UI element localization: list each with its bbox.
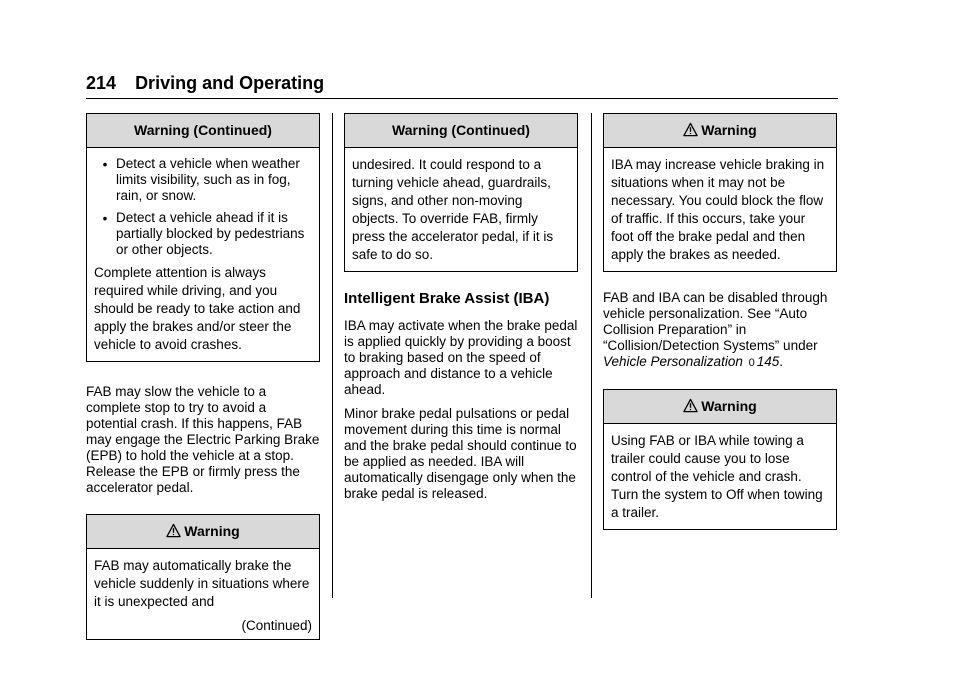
warning-box-continued bbox=[86, 113, 320, 362]
warning-text: undesired. It could respond to a turning vehicle ahead, guardrails, signs, and other non-moving objects. To override FAB, firmly press the accelerator pedal, if it is safe to do so. bbox=[352, 157, 554, 262]
warning-text: Complete attention is always required while driving, and you should be ready to take action and apply the brakes and/or steer the vehicle to avoid crashes. bbox=[94, 265, 301, 352]
warning-text: IBA may increase vehicle braking in situations when it may not be necessary. You could block the flow of traffic. If this occurs, take your foot off the brake pedal and then apply the brakes as needed. bbox=[611, 157, 825, 262]
warning-box-title: Warning (Continued) bbox=[345, 114, 577, 148]
xref-title[interactable]: Vehicle Personalization bbox=[603, 354, 743, 369]
page-number: 214 bbox=[86, 73, 117, 93]
warning-box-header bbox=[87, 515, 319, 549]
disable-paragraph bbox=[603, 290, 837, 371]
header-rule bbox=[86, 98, 838, 99]
column-2 bbox=[344, 113, 578, 510]
bullet-icon: • bbox=[102, 157, 108, 172]
warning-box-body bbox=[345, 148, 577, 271]
warning-box-title: Warning bbox=[701, 398, 757, 414]
warning-box bbox=[603, 113, 837, 272]
disable-text: FAB and IBA can be disabled through vehicle personalization. See “Auto Collision Preparation” in “Collision/Detection Systems” under bbox=[603, 290, 828, 353]
warning-box-title: Warning bbox=[184, 523, 240, 539]
warning-box-body bbox=[87, 148, 319, 361]
warning-text: Using FAB or IBA while towing a trailer could cause you to lose control of the vehicle and crash. Turn the system to Off when towing a trailer. bbox=[611, 433, 823, 520]
warning-box bbox=[86, 514, 320, 640]
sentence-end: . bbox=[779, 354, 784, 369]
warning-box-header bbox=[604, 114, 836, 148]
warning-box-body bbox=[604, 148, 836, 271]
section-heading: Intelligent Brake Assist (IBA) bbox=[344, 290, 550, 307]
warning-box-title: Warning (Continued) bbox=[87, 114, 319, 148]
warning-box-header bbox=[604, 390, 836, 424]
continued-label: (Continued) bbox=[241, 618, 312, 633]
column-3 bbox=[603, 113, 837, 544]
warning-text: FAB may automatically brake the vehicle suddenly in situations where it is unexpected and bbox=[94, 558, 310, 609]
column-divider bbox=[591, 113, 592, 598]
warning-box-body bbox=[87, 549, 319, 639]
iba-paragraph: Minor brake pedal pulsations or pedal movement during this time is normal and the brake pedal should continue to be applied as needed. IBA will automatically disengage only when the brake pedal is released. bbox=[344, 406, 577, 501]
warning-box-body bbox=[604, 424, 836, 529]
column-1 bbox=[86, 113, 320, 654]
warning-box-continued bbox=[344, 113, 578, 272]
xref-arrow-icon: 0 bbox=[748, 357, 755, 369]
warning-triangle-icon bbox=[166, 523, 181, 538]
warning-box bbox=[603, 389, 837, 530]
bullet-text: Detect a vehicle ahead if it is partially blocked by pedestrians or other objects. bbox=[116, 210, 305, 257]
warning-triangle-icon bbox=[683, 122, 698, 137]
page-header bbox=[86, 72, 838, 94]
column-divider bbox=[332, 113, 333, 598]
xref-page[interactable]: 145 bbox=[756, 354, 780, 369]
fab-stop-paragraph: FAB may slow the vehicle to a complete stop to try to avoid a potential crash. If this happens, FAB may engage the Electric Parking Brake (EPB) to hold the vehicle at a stop. Release the EPB or firmly press the accelerator pedal. bbox=[86, 384, 320, 495]
iba-paragraph: IBA may activate when the brake pedal is applied quickly by providing a boost to braking based on the speed of approach and distance to a vehicle ahead. bbox=[344, 318, 578, 397]
bullet-icon: • bbox=[102, 211, 108, 226]
section-title: Driving and Operating bbox=[135, 73, 325, 93]
warning-box-title: Warning bbox=[701, 122, 757, 138]
warning-triangle-icon bbox=[683, 398, 698, 413]
bullet-item bbox=[94, 156, 312, 204]
bullet-text: Detect a vehicle when weather limits visibility, such as in fog, rain, or snow. bbox=[116, 156, 300, 203]
bullet-item bbox=[94, 210, 312, 258]
